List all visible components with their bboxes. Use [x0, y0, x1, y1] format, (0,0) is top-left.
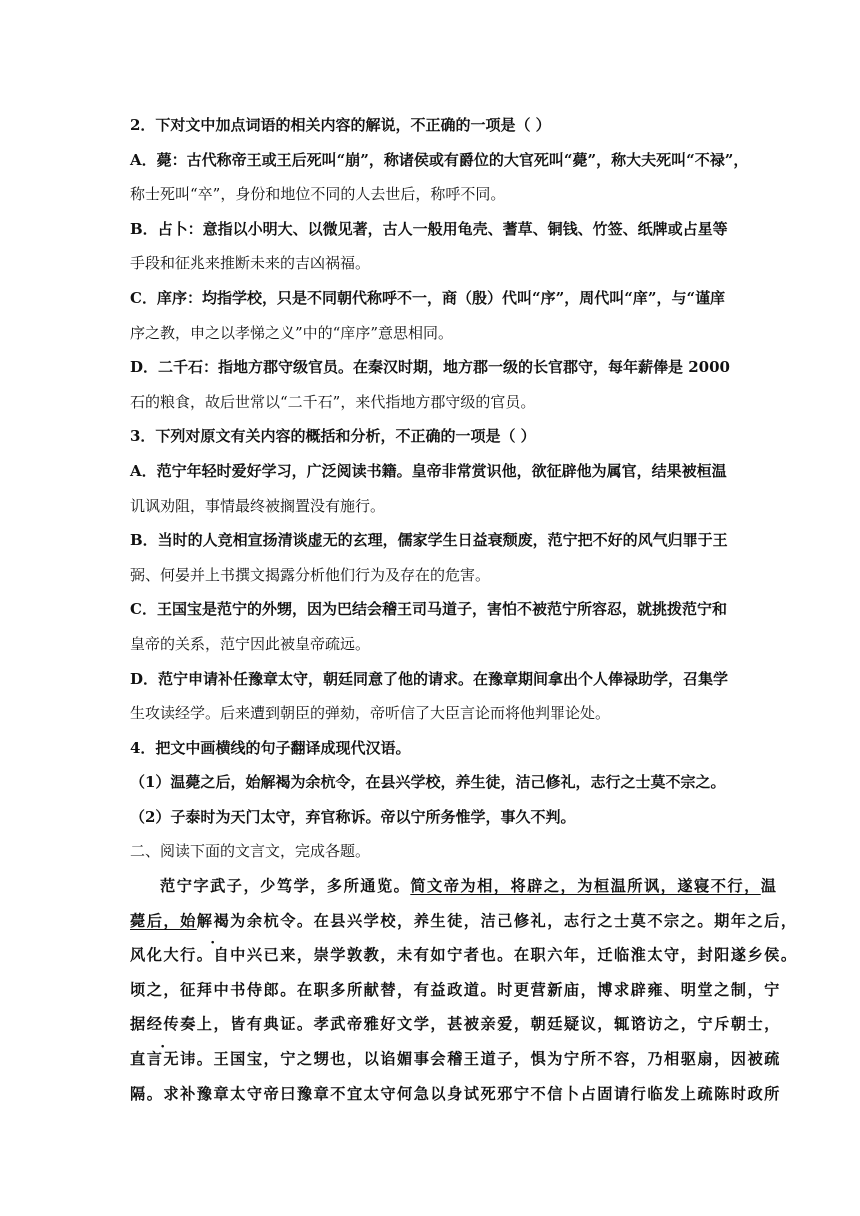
- underlined-sentence: 简文帝为相，将辟之，为桓温所讽，遂寝不行，: [410, 877, 761, 896]
- q4-sentence-2: （2）子泰时为天门太守，弃官称诉。帝以宁所务惟学，事久不判。: [130, 807, 576, 826]
- q3-option-d-line-1: D．范宁申请补任豫章太守，朝廷同意了他的请求。在豫章期间拿出个人俸禄助学，召集学: [130, 669, 729, 688]
- passage-text: 范宁字武子，少笃学，多所通览。: [160, 877, 411, 896]
- dotted-word-jiehe: 解褐: [196, 911, 231, 930]
- q3-option-b-line-2: 弼、何晏并上书撰文揭露分析他们行为及存在的危害。: [130, 565, 491, 584]
- passage-text: 为余杭令。在县兴学校，养生徒，洁己修礼，志行之士莫不宗之。期年之后，: [230, 911, 798, 930]
- q2-option-a-line-1: A．薨：古代称帝王或王后死叫“崩”，称诸侯或有爵位的大官死叫“薨”，称大夫死叫“不禄”，: [130, 150, 749, 169]
- passage-text: 奏上，皆有典证。孝武帝雅好文学，甚被亲爱，朝廷疑议，辄谘访之，宁斥朝士，: [180, 1015, 781, 1034]
- passage-text: 温: [760, 877, 778, 896]
- q2-option-d-line-1: D．二千石：指地方郡守级官员。在秦汉时期，地方郡一级的长官郡守，每年薪俸是 2000: [130, 358, 730, 377]
- q3-option-d-line-2: 生攻读经学。后来遭到朝臣的弹劾，帝听信了大臣言论而将他判罪论处。: [130, 704, 611, 723]
- classical-passage: [130, 869, 798, 1111]
- q2-option-d-line-2: 石的粮食，故后世常以“二千石”，来代指地方郡守级的官员。: [130, 392, 536, 411]
- passage-line-5: [130, 1007, 781, 1042]
- passage-line-2: [130, 904, 798, 939]
- passage-line-3: 风化大行。自中兴已来，崇学敦教，未有如宁者也。在职六年，迁临淮太守，封阳遂乡侯。: [130, 946, 798, 965]
- q2-option-a-line-2: 称士死叫“卒”，身份和地位不同的人去世后，称呼不同。: [130, 185, 506, 204]
- question-3-stem: 3．下列对原文有关内容的概括和分析，不正确的一项是（ ）: [130, 427, 536, 446]
- q2-option-c-line-1: C．庠序：均指学校，只是不同朝代称呼不一，商（殷）代叫“序”，周代叫“庠”，与“谨庠: [130, 288, 726, 307]
- q2-option-b-line-1: B．占卜：意指以小明大、以微见著，古人一般用龟壳、蓍草、铜钱、竹签、纸牌或占星等: [130, 219, 728, 238]
- underlined-sentence-cont: 薨后，始: [130, 911, 197, 930]
- question-2-stem: 2．下对文中加点词语的相关内容的解说，不正确的一项是（ ）: [130, 116, 551, 134]
- question-4-stem: 4．把文中画横线的句子翻译成现代汉语。: [130, 738, 411, 757]
- q3-option-b-line-1: B．当时的人竞相宣扬清谈虚无的玄理，儒家学生日益衰颓废，范宁把不好的风气归罪于王: [130, 531, 728, 550]
- q2-option-b-line-2: 手段和征兆来推断未来的吉凶祸福。: [130, 254, 371, 273]
- q3-option-c-line-1: C．王国宝是范宁的外甥，因为巴结会稽王司马道子，害怕不被范宁所容忍，就挑拨范宁和: [130, 600, 727, 619]
- q2-option-c-line-2: 序之教，申之以孝悌之义”中的“庠序”意思相同。: [130, 323, 454, 342]
- dotted-word-jingzhuan: 经传: [146, 1015, 181, 1034]
- q3-option-a-line-2: 讥讽劝阻，事情最终被搁置没有施行。: [130, 496, 386, 515]
- q4-sentence-1: （1）温薨之后，始解褐为余杭令，在县兴学校，养生徒，洁己修礼，志行之士莫不宗之。: [130, 773, 726, 792]
- passage-line-1: [130, 869, 778, 904]
- passage-line-6: 直言无讳。王国宝，宁之甥也，以谄媚事会稽王道子，惧为宁所不容，乃相驱扇，因被疏: [130, 1050, 781, 1069]
- passage-text: 据: [130, 1015, 147, 1034]
- section-2-heading: 二、阅读下面的文言文，完成各题。: [130, 842, 371, 861]
- q3-option-c-line-2: 皇帝的关系，范宁因此被皇帝疏远。: [130, 634, 371, 653]
- q3-option-a-line-1: A．范宁年轻时爱好学习，广泛阅读书籍。皇帝非常赏识他，欲征辟他为属官，结果被桓温: [130, 461, 727, 480]
- passage-line-4: 顷之，征拜中书侍郎。在职多所献替，有益政道。时更营新庙，博求辟雍、明堂之制，宁: [130, 980, 781, 999]
- passage-line-7: 隔。求补豫章太守帝曰豫章不宜太守何急以身试死邪宁不信卜占固请行临发上疏陈时政所: [130, 1084, 781, 1103]
